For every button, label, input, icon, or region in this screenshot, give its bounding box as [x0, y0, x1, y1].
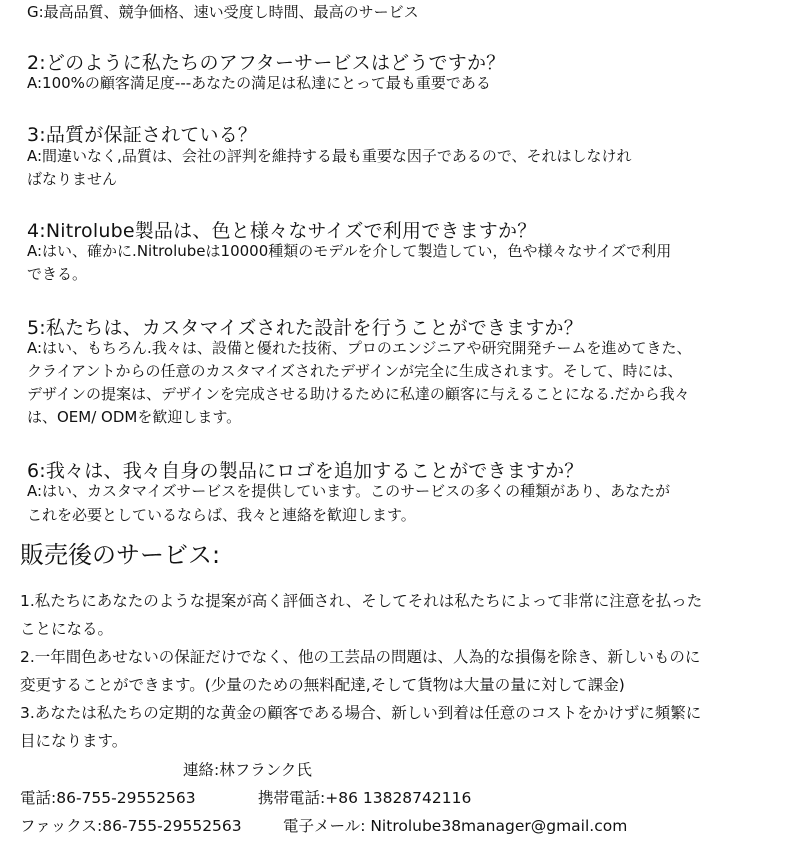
after-sales-line-1: 1.私たちにあなたのような提案が高く評価され、そしてそれは私たちによって非常に注意を払った — [20, 592, 703, 610]
contact-fax: ファックス:86-755-29552563 — [20, 817, 242, 835]
answer-5-line-1: A:はい、もちろん.我々は、設備と優れた技術、プロのエンジニアや研究開発チームを進めてきた、 — [27, 339, 692, 357]
answer-3-line-2: ばなりません — [27, 170, 118, 188]
after-sales-line-4: 変更することができます。(少量のための無料配達,そして貨物は大量の量に対して課金) — [20, 676, 625, 694]
contact-email: 電子メール: Nitrolube38manager@gmail.com — [283, 817, 628, 835]
after-sales-line-5: 3.あなたは私たちの定期的な黄金の顧客である場合、新しい到着は任意のコストをかけずに頻繁に — [20, 704, 702, 722]
answer-5-line-4: は、OEM/ ODMを歓迎します。 — [27, 408, 242, 426]
after-sales-line-6: 目になります。 — [20, 732, 128, 750]
answer-4-line-2: できる。 — [27, 265, 88, 283]
question-3: 3:品質が保証されている？ — [27, 124, 258, 146]
answer-6-line-1: A:はい、カスタマイズサービスを提供しています。このサービスの多くの種類があり、あなたが — [27, 482, 671, 500]
answer-4-line-1: A:はい、確かに.Nitrolubeは10000種類のモデルを介して製造してい，色や様々なサイズで利用 — [27, 242, 672, 260]
question-5: 5:私たちは、カスタマイズされた設計を行うことができますか？ — [27, 317, 583, 339]
contact-mobile: 携帯電話:+86 13828742116 — [258, 789, 472, 807]
answer-5-line-3: デザインの提案は、デザインを完成させる助けるために私達の顧客に与えることになる.だから我々 — [27, 385, 690, 403]
after-sales-line-3: 2.一年間色あせないの保証だけでなく、他の工芸品の問題は、人為的な損傷を除き、新しいものに — [20, 648, 701, 666]
question-2: 2:どのように私たちのアフターサービスはどうですか？ — [27, 52, 506, 74]
answer-3-line-1: A:間違いなく,品質は、会社の評判を維持する最も重要な因子であるので、それはしなけれ — [27, 147, 632, 165]
contact-phone: 電話:86-755-29552563 — [20, 789, 196, 807]
contact-name: 連絡:林フランク氏 — [183, 761, 312, 779]
question-6: 6:我々は、我々自身の製品にロゴを追加することができますか？ — [27, 460, 584, 482]
answer-2-line-1: A:100%の顧客満足度---あなたの満足は私達にとって最も重要である — [27, 74, 491, 92]
top-answer: G:最高品質、競争価格、速い受度し時間、最高のサービス — [27, 3, 419, 21]
after-sales-line-2: ことになる。 — [20, 620, 114, 638]
after-sales-heading: 販売後のサービス: — [20, 541, 221, 569]
answer-5-line-2: クライアントからの任意のカスタマイズされたデザインが完全に生成されます。そして、時には、 — [27, 362, 683, 380]
answer-6-line-2: これを必要としているならば、我々と連絡を歓迎します。 — [27, 506, 416, 524]
question-4: 4:Nitrolube製品は、色と様々なサイズで利用できますか？ — [27, 220, 537, 242]
